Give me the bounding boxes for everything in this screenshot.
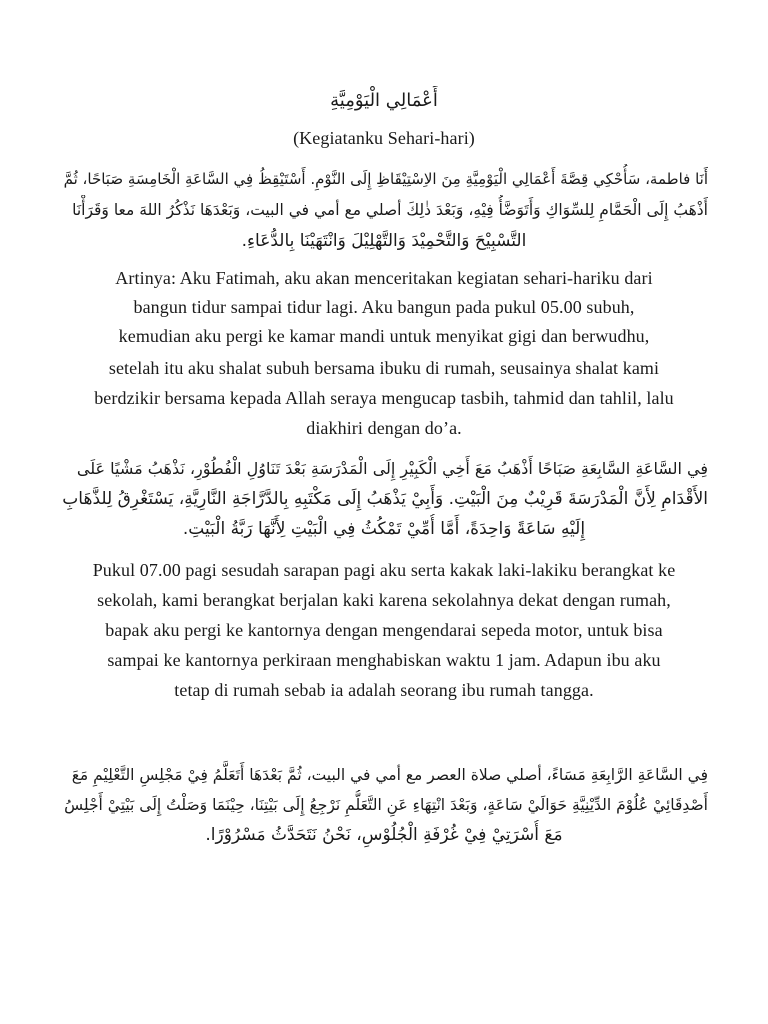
paragraph2-translation-line: sekolah, kami berangkat berjalan kaki karena sekolahnya dekat dengan rumah, <box>97 590 671 610</box>
paragraph2-translation-line: tetap di rumah sebab ia adalah seorang ibu rumah tangga. <box>174 680 594 700</box>
paragraph3-arabic-line: مَعَ أُسْرَتِيْ فِيْ غُرْفَةِ الْجُلُوْسِ، نَحْنُ نَتَحَدَّثُ مَسْرُوْرًا. <box>205 825 563 845</box>
paragraph2-arabic-line: فِي السَّاعَةِ السَّابِعَةِ صَبَاحًا أَذْهَبُ مَعَ أَخِي الْكَبِيْرِ إِلَى الْمَدْرَسَةِ بَعْدَ تَنَاوُلِ الْفُطُوْرِ، نَذْهَبُ مَشْيًا عَلَى <box>76 459 708 478</box>
paragraph1-arabic-line: أَذْهَبُ إِلَى الْحَمَّامِ لِلسِّوَاكِ وَأَتَوَضَّأُ فِيْهِ، وَبَعْدَ ذٰلِكَ أصلي مع أمي في البيت، وَبَعْدَهَا نَذْكُرُ اللهَ معا وَقَرَأْنَا <box>72 201 708 219</box>
paragraph1-arabic-line: أَنَا فاطمة، سَأُحْكِي قِصَّةَ أَعْمَالِي الْيَوْمِيَّةِ مِنَ الاِسْتِيْقَاظِ إِلَى النَّوْمِ. أَسْتَيْقِظُ فِي السَّاعَةِ الْخَامِسَةِ صَبَاحًا، ثُمَّ <box>63 170 708 188</box>
paragraph1-translation-line: Artinya: Aku Fatimah, aku akan menceritakan kegiatan sehari-hariku dari <box>115 268 653 288</box>
paragraph2-translation-line: sampai ke kantornya perkiraan menghabiskan waktu 1 jam. Adapun ibu aku <box>107 650 661 670</box>
paragraph1-arabic-line: التَّسْبِيْحَ وَالتَّحْمِيْدَ وَالتَّهْلِيْلَ وَانْتَهَيْنَا بِالدُّعَاءِ. <box>241 231 527 251</box>
title-arabic: أَعْمَالِي الْيَوْمِيَّةِ <box>330 90 438 111</box>
title-latin: (Kegiatanku Sehari-hari) <box>293 128 475 148</box>
paragraph2-arabic-line: إِلَيْهِ سَاعَةً وَاحِدَةً، أَمَّا أُمِّيْ تَمْكُثُ فِي الْبَيْتِ لِأَنَّهَا رَبَّةُ الْبَيْتِ. <box>182 519 586 539</box>
paragraph2-translation-line: Pukul 07.00 pagi sesudah sarapan pagi aku serta kakak laki-lakiku berangkat ke <box>92 560 676 580</box>
paragraph2-arabic-line: الأَقْدَامِ لِأَنَّ الْمَدْرَسَةَ قَرِيْبٌ مِنَ الْبَيْتِ. وَأَبِيْ يَذْهَبُ إِلَى مَكْتَبِهِ بِالدَّرَّاجَةِ النَّارِيَّةِ، يَسْتَغْرِقُ لِلذَّهَابِ <box>62 489 708 509</box>
paragraph3-arabic-line: أَصْدِقَائِيْ عُلُوْمَ الدِّيْنِيَّةِ حَوَالَيْ سَاعَةٍ، وَبَعْدَ انْتِهَاءِ عَنِ التَّعَلُّمِ نَرْجِعُ إِلَى بَيْتِنَا، حِيْنَمَا وَصَلْتُ إِلَى بَيْتِيْ أَجْلِسُ <box>64 796 708 814</box>
paragraph1-translation-line: kemudian aku pergi ke kamar mandi untuk menyikat gigi dan berwudhu, <box>118 326 650 346</box>
paragraph2-translation-line: bapak aku pergi ke kantornya dengan mengendarai sepeda motor, untuk bisa <box>105 620 663 640</box>
paragraph1-translation-line: bangun tidur sampai tidur lagi. Aku bangun pada pukul 05.00 subuh, <box>133 297 635 317</box>
paragraph1-translation-line: diakhiri dengan do’a. <box>306 418 462 438</box>
paragraph1-translation-line: berdzikir bersama kepada Allah seraya mengucap tasbih, tahmid dan tahlil, lalu <box>94 388 674 408</box>
paragraph3-arabic-line: فِي السَّاعَةِ الرَّابِعَةِ مَسَاءً، أصلي صلاة العصر مع أمي في البيت، ثُمَّ بَعْدَهَا أَتَعَلَّمُ فِيْ مَجْلِسِ التَّعْلِيْمِ مَعَ <box>71 766 708 784</box>
paragraph1-translation-line: setelah itu aku shalat subuh bersama ibuku di rumah, seusainya shalat kami <box>108 358 660 378</box>
